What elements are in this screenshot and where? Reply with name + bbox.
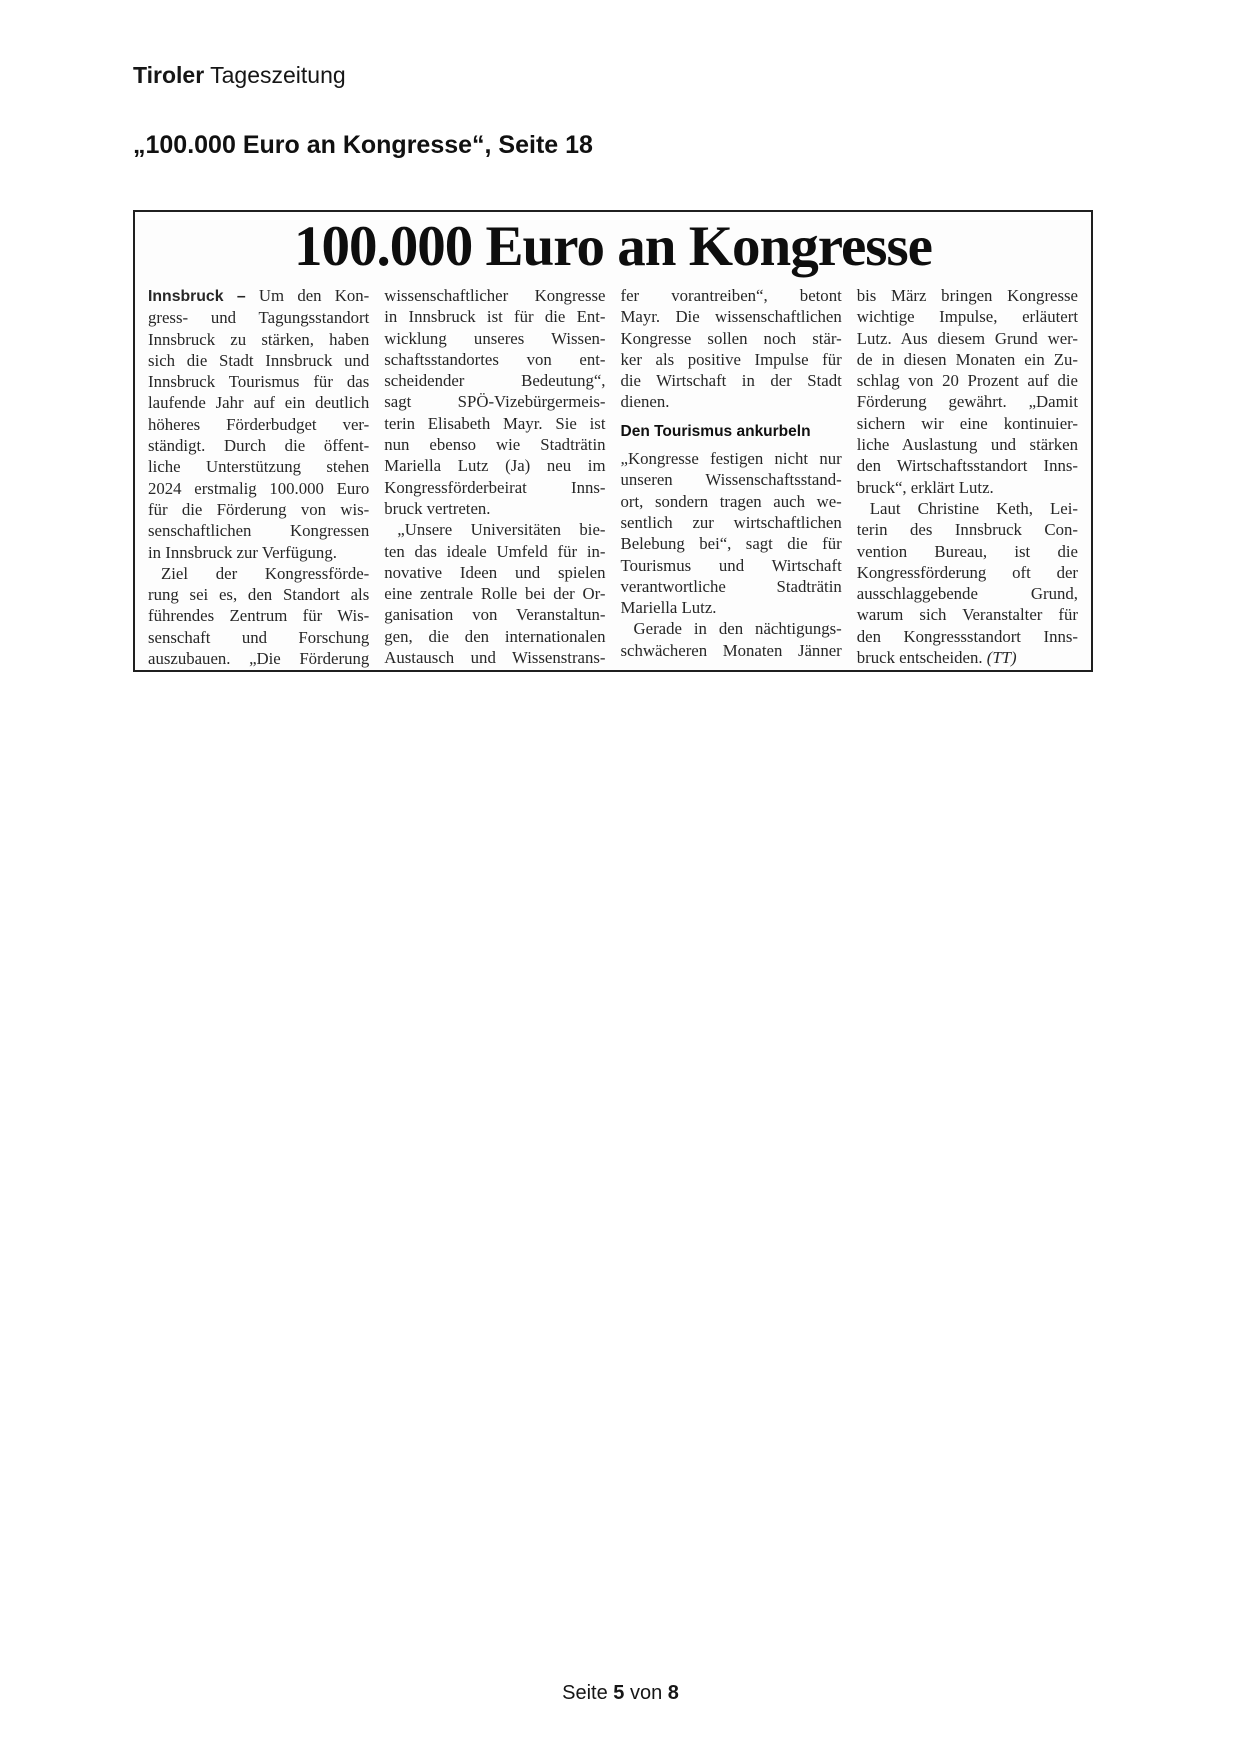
article-line: Austausch und Wissenstrans-	[384, 648, 606, 668]
article-line: sentlich zur wirtschaftlichen	[620, 512, 842, 532]
article-line: Mariella Lutz.	[620, 598, 717, 618]
masthead-brand-regular: Tageszeitung	[210, 62, 346, 88]
article-column	[148, 285, 369, 669]
article-line: „Unsere Universitäten bie-	[397, 520, 606, 540]
article-line: Innsbruck zu stärken, haben	[148, 329, 370, 349]
newspaper-clipping	[133, 210, 1093, 672]
article-line: senschaft und Forschung	[148, 627, 370, 647]
article-line: gress- und Tagungsstandort	[148, 308, 370, 328]
article-line: Kongressförderung oft der	[856, 562, 1078, 582]
article-line: scheidender Bedeutung“,	[384, 371, 606, 391]
footer-page-total: 8	[667, 1682, 679, 1704]
article-line: sagt SPÖ-Vizebürgermeis-	[384, 392, 606, 412]
article-column	[857, 285, 1078, 669]
article-line: unseren Wissenschaftsstand-	[620, 470, 842, 490]
article-line: Laut Christine Keth, Lei-	[869, 498, 1078, 518]
footer-page-current: 5	[613, 1682, 625, 1704]
article-line: für die Förderung von wis-	[148, 499, 370, 519]
article-line: Tourismus und Wirtschaft	[620, 555, 842, 575]
article-line: novative Ideen und spielen	[384, 562, 606, 582]
article-headline: 100.000 Euro an Kongresse	[294, 215, 932, 278]
page-footer	[0, 1682, 1241, 1705]
article-column	[621, 285, 842, 669]
article-line: wissenschaftlicher Kongresse	[384, 286, 606, 305]
article-line: warum sich Veranstalter für	[856, 605, 1078, 625]
article-line: führendes Zentrum für Wis-	[148, 606, 370, 626]
article-lead-in: Innsbruck –	[148, 288, 246, 305]
article-line: Lutz. Aus diesem Grund wer-	[856, 328, 1078, 348]
article-line: eine zentrale Rolle bei der Or-	[384, 584, 606, 604]
article-line: den Kongressstandort Inns-	[856, 626, 1078, 646]
article-line: den Wirtschaftsstandort Inns-	[856, 456, 1078, 476]
article-line: bis März bringen Kongresse	[856, 286, 1078, 305]
article-line: Innsbruck Tourismus für das	[148, 372, 370, 392]
article-line: senschaftlichen Kongressen	[148, 521, 370, 541]
article-line: die Wirtschaft in der Stadt	[620, 371, 842, 391]
article-line: nun ebenso wie Stadträtin	[384, 435, 606, 455]
article-line: schlag von 20 Prozent auf die	[856, 371, 1078, 391]
article-line: de in diesen Monaten ein Zu-	[856, 349, 1078, 369]
article-line: bruck“, erklärt Lutz.	[856, 477, 994, 497]
masthead-brand-bold: Tiroler	[133, 62, 205, 88]
article-line: ausschlaggebende Grund,	[856, 584, 1078, 604]
article-line: bruck entscheiden. (TT)	[856, 648, 1017, 668]
article-line: Ziel der Kongressförde-	[161, 563, 370, 583]
article-line: in Innsbruck zur Verfügung.	[148, 542, 337, 562]
article-line: terin Elisabeth Mayr. Sie ist	[384, 413, 606, 433]
article-line: dienen.	[620, 392, 670, 412]
article-line: liche Unterstützung stehen	[148, 457, 370, 477]
article-line: Kongresse sollen noch stär-	[620, 328, 842, 348]
article-line: Kongressförderbeirat Inns-	[384, 477, 606, 497]
article-column	[384, 285, 605, 669]
article-line: Innsbruck – Um den Kon-	[148, 286, 370, 305]
article-columns	[135, 280, 1091, 669]
article-line: rung sei es, den Standort als	[148, 585, 370, 605]
article-line: liche Auslastung und stärken	[856, 435, 1078, 455]
article-line: ten das ideale Umfeld für in-	[384, 541, 606, 561]
article-line: ganisation von Veranstaltun-	[384, 605, 606, 625]
article-line: sichern wir eine kontinuier-	[856, 413, 1078, 433]
footer-label-of: von	[629, 1682, 663, 1704]
article-line: Förderung gewährt. „Damit	[856, 392, 1078, 412]
article-line: Belebung bei“, sagt die für	[620, 534, 842, 554]
article-line: terin des Innsbruck Con-	[856, 520, 1078, 540]
article-line: in Innsbruck ist für die Ent-	[384, 307, 606, 327]
article-line: auszubauen. „Die Förderung	[148, 649, 370, 669]
article-line: ort, sondern tragen auch we-	[620, 491, 842, 511]
article-line: Mariella Lutz (Ja) neu im	[384, 456, 606, 476]
article-line: verantwortliche Stadträtin	[620, 576, 842, 596]
article-line: fer vorantreiben“, betont	[620, 286, 842, 305]
document-title: „100.000 Euro an Kongresse“, Seite 18	[133, 131, 593, 159]
footer-label-page: Seite	[562, 1682, 608, 1704]
article-line: „Kongresse festigen nicht nur	[620, 449, 842, 469]
article-subhead: Den Tourismus ankurbeln	[620, 422, 811, 440]
article-line: 2024 erstmalig 100.000 Euro	[148, 478, 370, 498]
article-line: wichtige Impulse, erläutert	[856, 307, 1078, 327]
article-line: wicklung unseres Wissen-	[384, 328, 606, 348]
article-line: ker als positive Impulse für	[620, 349, 842, 369]
article-line: vention Bureau, ist die	[856, 541, 1078, 561]
article-line: laufende Jahr auf ein deutlich	[148, 393, 370, 413]
article-line: schaftsstandortes von ent-	[384, 349, 606, 369]
article-credit: (TT)	[986, 648, 1017, 668]
article-line: schwächeren Monaten Jänner	[620, 640, 842, 660]
article-line: Gerade in den nächtigungs-	[633, 619, 842, 639]
article-line: höheres Förderbudget ver-	[148, 414, 370, 434]
article-line: bruck vertreten.	[384, 498, 491, 518]
article-line: sich die Stadt Innsbruck und	[148, 350, 370, 370]
article-line: ständigt. Durch die öffent-	[148, 436, 370, 456]
article-line: gen, die den internationalen	[384, 626, 606, 646]
masthead	[133, 62, 346, 89]
article-line: Mayr. Die wissenschaftlichen	[620, 307, 842, 327]
